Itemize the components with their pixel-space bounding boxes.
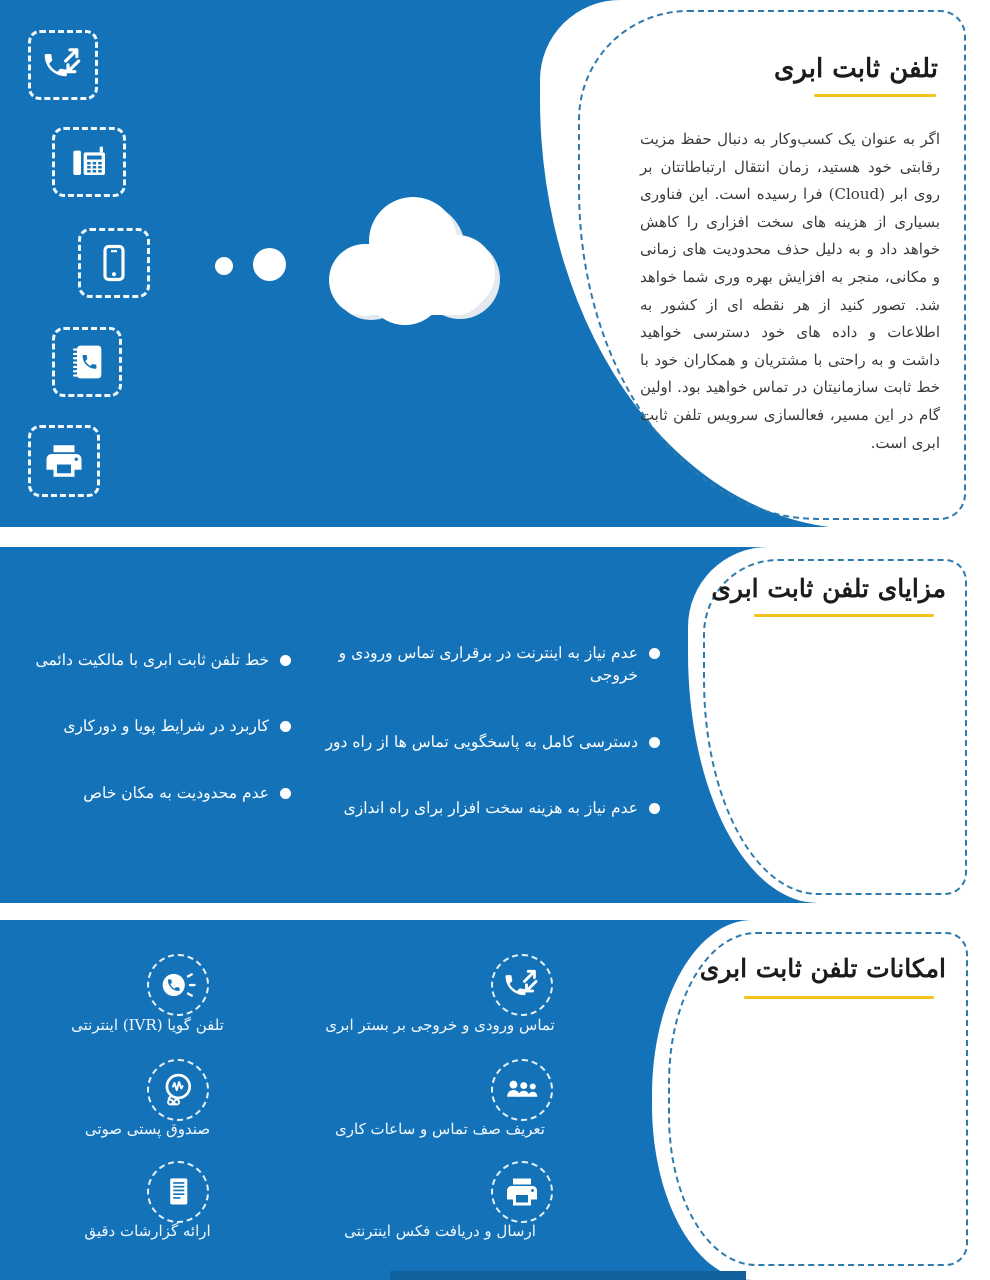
benefit-item — [318, 731, 660, 753]
incoming-outgoing-call-icon — [28, 30, 98, 100]
feature-label: ارائه گزارشات دقیق — [84, 1222, 211, 1240]
features-title: امکانات تلفن ثابت ابری — [699, 954, 946, 983]
benefit-item — [25, 649, 291, 671]
benefits-title: مزایای تلفن ثابت ابری — [711, 574, 946, 603]
footer-accent-bar — [390, 1271, 746, 1280]
benefit-item — [318, 642, 660, 687]
benefit-item — [25, 715, 291, 737]
reports-icon — [147, 1161, 209, 1223]
benefit-label: دسترسی کامل به پاسخگویی تماس ها از راه دور — [325, 732, 638, 751]
internet-fax-icon — [491, 1161, 553, 1223]
features-title-underline — [744, 996, 934, 999]
call-queue-icon — [491, 1059, 553, 1121]
benefits-title-underline — [754, 614, 934, 617]
ivr-icon — [147, 954, 209, 1016]
bullet-dot — [649, 803, 660, 814]
benefit-item — [318, 797, 660, 819]
thought-cloud — [295, 183, 513, 335]
benefit-label: کاربرد در شرایط پویا و دورکاری — [63, 717, 269, 736]
thought-dot-small — [215, 257, 233, 275]
thought-dot-medium — [253, 248, 286, 281]
benefit-label: عدم نیاز به هزینه سخت افزار برای راه اندازی — [343, 799, 638, 818]
benefit-label: خط تلفن ثابت ابری با مالکیت دائمی — [35, 651, 269, 669]
benefits-column-left — [25, 649, 291, 848]
feature-label: صندوق پستی صوتی — [84, 1120, 211, 1138]
incoming-outgoing-call-icon — [491, 954, 553, 1016]
bullet-dot — [649, 648, 660, 659]
bullet-dot — [280, 655, 291, 666]
feature-label: تعریف صف تماس و ساعات کاری — [335, 1120, 545, 1138]
bullet-dot — [280, 788, 291, 799]
intro-paragraph: اگر به عنوان یک کسب‌وکار به دنبال حفظ مزیت رقابتی خود هستید، زمان انتقال ارتباطاتتان بر روی ابر (Cloud) فرا رسیده است. این فناوری بسیاری از هزینه های سخت افزاری را کاهش خواهد داد و به دلیل حذف محدودیت های زمانی و مکانی، منجر به افزایش بهره وری شما خواهد شد. تصور کنید از هر نقطه ای از کشور به اطلاعات و داده های خود دسترسی خواهید داشت و به راحتی با مشتریان و همکاران خود با خط ثابت سازمانیتان در تماس خواهید بود. اولین گام در این مسیر، فعالسازی سرویس تلفن ثابت ابری است. — [640, 130, 940, 452]
feature-label: تلفن گویا (IVR) اینترنتی — [71, 1016, 224, 1034]
intro-title-underline — [814, 94, 936, 97]
benefit-label: عدم نیاز به اینترنت در برقراری تماس ورودی و خروجی — [338, 644, 638, 685]
bullet-dot — [649, 737, 660, 748]
voicemail-icon — [147, 1059, 209, 1121]
feature-label: تماس ورودی و خروجی بر بستر ابری — [325, 1016, 555, 1034]
feature-label: ارسال و دریافت فکس اینترنتی — [344, 1222, 536, 1240]
benefit-item — [25, 782, 291, 804]
desk-phone-icon — [52, 127, 126, 197]
printer-icon — [28, 425, 100, 497]
smartphone-icon — [78, 228, 150, 298]
contact-book-icon — [52, 327, 122, 397]
bullet-dot — [280, 721, 291, 732]
benefits-column-right — [318, 642, 660, 864]
benefit-label: عدم محدودیت به مکان خاص — [83, 783, 269, 802]
intro-title: تلفن ثابت ابری — [774, 54, 938, 84]
